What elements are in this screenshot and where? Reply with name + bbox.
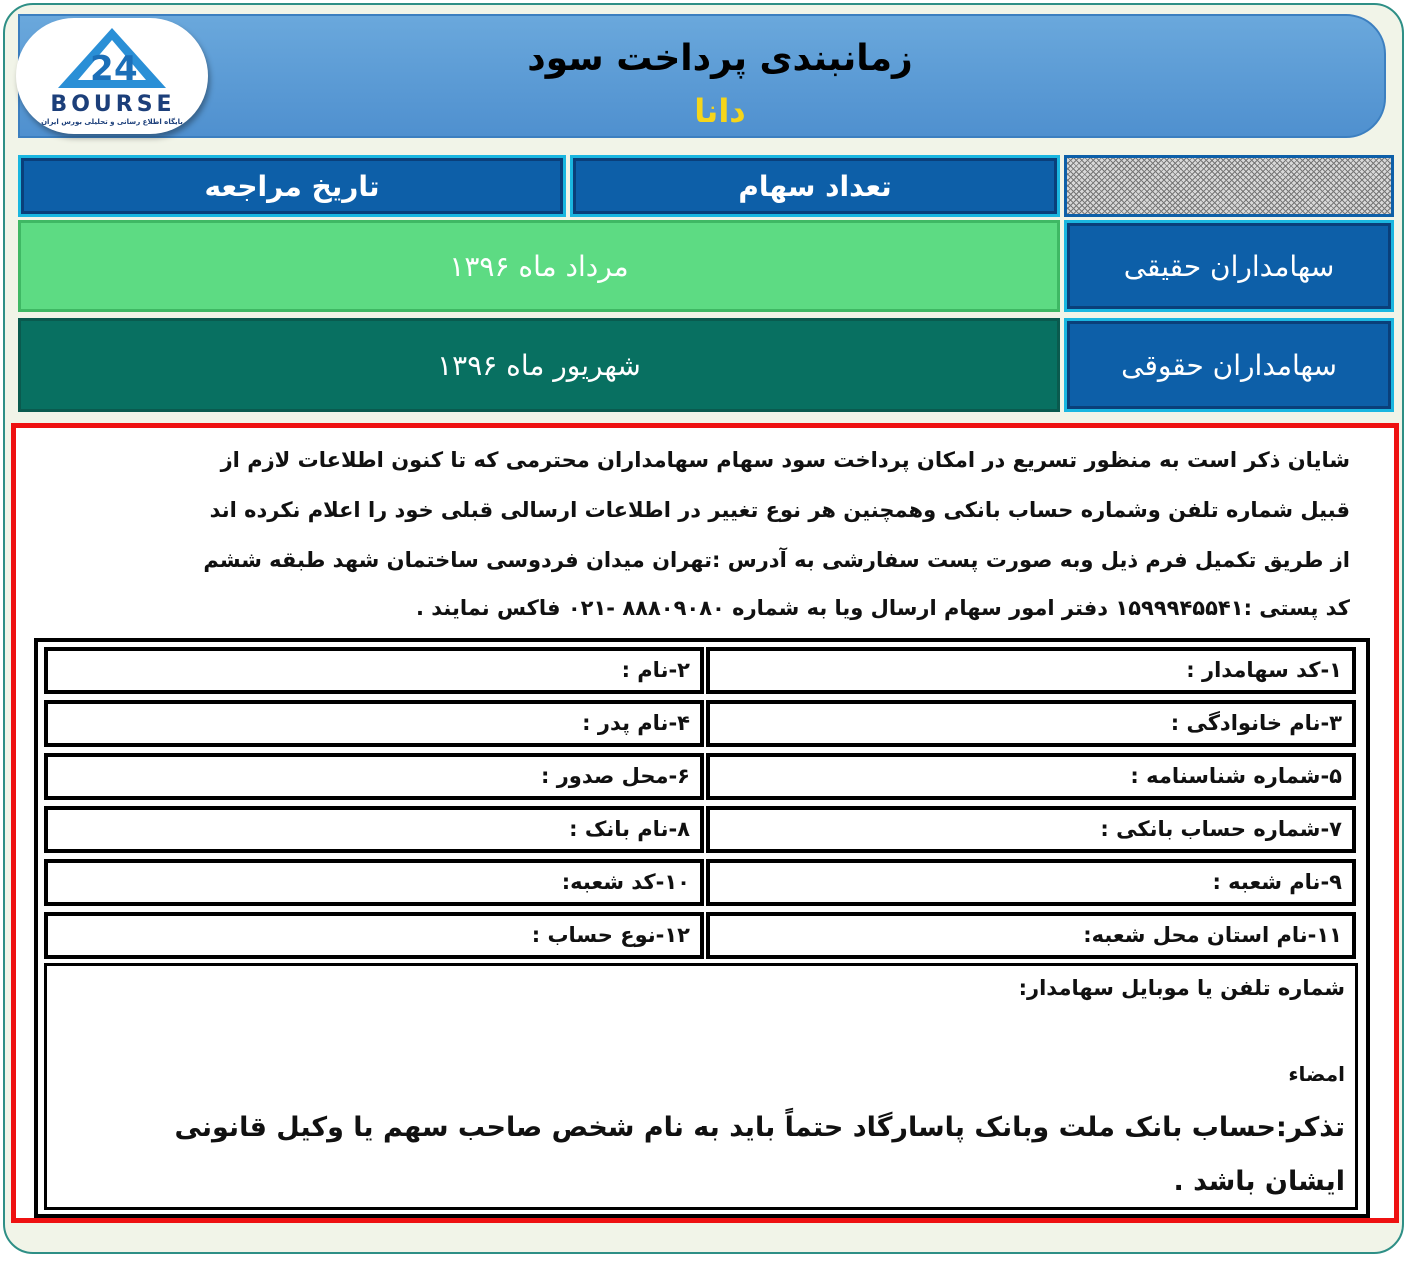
form-field-bank-name[interactable]: ۸-نام بانک : [44,806,704,853]
form-field-id-number[interactable]: ۵-شماره شناسنامه : [706,753,1356,800]
form-field-account-type[interactable]: ۱۲-نوع حساب : [44,912,704,959]
form-bottom-section [44,963,1358,1210]
form-field-issue-place[interactable]: ۶-محل صدور : [44,753,704,800]
logo-triangle-icon [16,18,208,98]
header-banner [18,14,1386,138]
phone-field-label[interactable]: شماره تلفن یا موبایل سهامدار: [1018,976,1345,1000]
reminder-line-1: تذکر:حساب بانک ملت وبانک پاسارگاد حتماً باید به نام شخص صاحب سهم یا وکیل قانونی [174,1112,1345,1143]
table-corner-cell [1064,155,1394,217]
logo-wordmark: BOURSE [50,92,176,117]
notice-line-3: از طریق تکمیل فرم ذیل وبه صورت پست سفارشی به آدرس :تهران میدان فردوسی ساختمان شهد طبقه ششم [203,548,1350,572]
row-date-individual: مرداد ماه ۱۳۹۶ [18,220,1060,312]
column-header-date: تاریخ مراجعه [18,155,566,217]
reminder-line-2: ایشان باشد . [1173,1166,1345,1197]
svg-text:4: 4 [114,49,138,89]
notice-line-1: شایان ذکر است به منظور تسریع در امکان پرداخت سود سهام سهامداران محترمی که تا کنون اطلاعات لازم از [220,448,1350,472]
page-title: زمانبندی پرداخت سود [527,38,913,79]
form-field-bank-account[interactable]: ۷-شماره حساب بانکی : [706,806,1356,853]
form-field-branch-code[interactable]: ۱۰-کد شعبه: [44,859,704,906]
form-field-branch-province[interactable]: ۱۱-نام استان محل شعبه: [706,912,1356,959]
form-field-family-name[interactable]: ۳-نام خانوادگی : [706,700,1356,747]
row-date-legal: شهریور ماه ۱۳۹۶ [18,318,1060,412]
column-header-shares: تعداد سهام [570,155,1060,217]
row-label-individual: سهامداران حقیقی [1064,220,1394,312]
signature-label: امضاء [1288,1062,1345,1086]
logo-tagline: پایگاه اطلاع رسانی و تحلیلی بورس ایران [41,118,183,126]
row-label-legal: سهامداران حقوقی [1064,318,1394,412]
notice-line-2: قبیل شماره تلفن وشماره حساب بانکی وهمچنین هر نوع تغییر در اطلاعات ارسالی قبلی خود را اعلام نکرده اند [209,498,1350,522]
form-field-name[interactable]: ۲-نام : [44,647,704,694]
svg-text:2: 2 [90,49,114,89]
notice-line-4: کد پستی :۱۵۹۹۹۴۵۵۴۱ دفتر امور سهام ارسال ویا به شماره ۸۸۸۰۹۰۸۰ -۰۲۱ فاکس نمایند . [415,596,1350,620]
form-field-branch-name[interactable]: ۹-نام شعبه : [706,859,1356,906]
company-name: دانا [694,92,746,130]
form-field-father-name[interactable]: ۴-نام پدر : [44,700,704,747]
form-field-shareholder-code[interactable]: ۱-کد سهامدار : [706,647,1356,694]
bourse24-logo-icon [16,18,208,134]
